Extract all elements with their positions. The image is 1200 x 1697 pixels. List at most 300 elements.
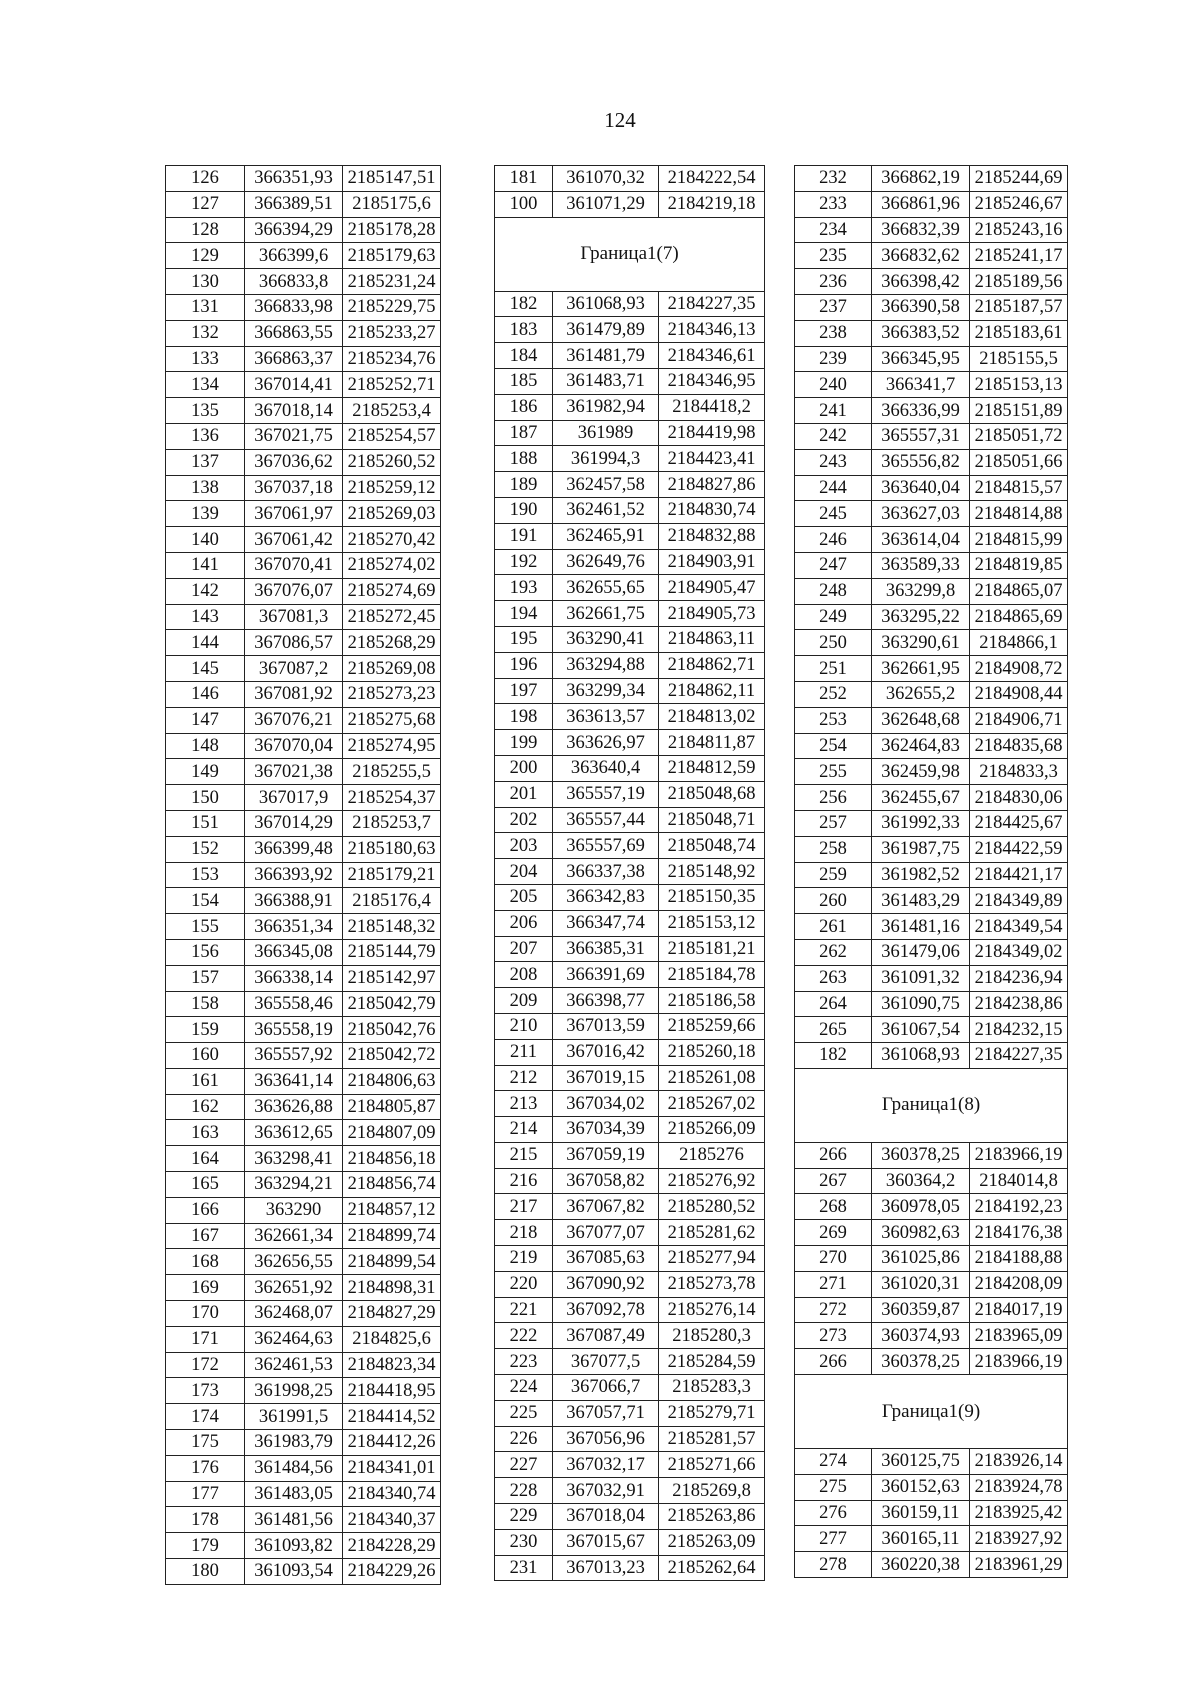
- table-row: [166, 372, 441, 398]
- point-number-cell: 246: [795, 527, 872, 553]
- x-coordinate-cell: 363294,21: [245, 1172, 343, 1198]
- section-heading-row: [495, 217, 765, 291]
- y-coordinate-cell: 2184832,88: [659, 523, 765, 549]
- x-coordinate-cell: 365557,92: [245, 1043, 343, 1069]
- point-number-cell: 191: [495, 523, 553, 549]
- y-coordinate-cell: 2184866,1: [970, 630, 1068, 656]
- x-coordinate-cell: 366863,37: [245, 346, 343, 372]
- x-coordinate-cell: 362648,68: [872, 707, 970, 733]
- table-row: [166, 1378, 441, 1404]
- x-coordinate-cell: 361481,56: [245, 1507, 343, 1533]
- point-number-cell: 135: [166, 398, 245, 424]
- table-row: [795, 914, 1068, 940]
- y-coordinate-cell: 2185042,76: [343, 1017, 441, 1043]
- point-number-cell: 206: [495, 910, 553, 936]
- point-number-cell: 200: [495, 755, 553, 781]
- y-coordinate-cell: 2184349,02: [970, 939, 1068, 965]
- point-number-cell: 127: [166, 191, 245, 217]
- y-coordinate-cell: 2185142,97: [343, 965, 441, 991]
- table-row: [166, 1068, 441, 1094]
- x-coordinate-cell: 360378,25: [872, 1142, 970, 1168]
- table-row: [495, 910, 765, 936]
- y-coordinate-cell: 2185284,59: [659, 1349, 765, 1375]
- table-row: [495, 575, 765, 601]
- x-coordinate-cell: 365558,19: [245, 1017, 343, 1043]
- x-coordinate-cell: 367087,49: [553, 1323, 659, 1349]
- x-coordinate-cell: 367077,07: [553, 1220, 659, 1246]
- table-row: [495, 652, 765, 678]
- x-coordinate-cell: 366832,39: [872, 217, 970, 243]
- x-coordinate-cell: 361994,3: [553, 446, 659, 472]
- y-coordinate-cell: 2185233,27: [343, 320, 441, 346]
- y-coordinate-cell: 2184227,35: [659, 291, 765, 317]
- table-row: [166, 914, 441, 940]
- table-row: [795, 836, 1068, 862]
- y-coordinate-cell: 2184833,3: [970, 759, 1068, 785]
- table-row: [166, 1481, 441, 1507]
- x-coordinate-cell: 367013,23: [553, 1555, 659, 1581]
- x-coordinate-cell: 365557,31: [872, 423, 970, 449]
- table-row: [166, 320, 441, 346]
- x-coordinate-cell: 362656,55: [245, 1249, 343, 1275]
- y-coordinate-cell: 2185147,51: [343, 166, 441, 192]
- table-row: [166, 578, 441, 604]
- y-coordinate-cell: 2184899,74: [343, 1223, 441, 1249]
- x-coordinate-cell: 360978,05: [872, 1194, 970, 1220]
- x-coordinate-cell: 362461,52: [553, 497, 659, 523]
- table-row: [795, 243, 1068, 269]
- table-row: [795, 166, 1068, 192]
- table-row: [795, 1349, 1068, 1375]
- table-row: [495, 317, 765, 343]
- x-coordinate-cell: 365556,82: [872, 449, 970, 475]
- y-coordinate-cell: 2183965,09: [970, 1323, 1068, 1349]
- point-number-cell: 228: [495, 1478, 553, 1504]
- point-number-cell: 179: [166, 1533, 245, 1559]
- y-coordinate-cell: 2184856,18: [343, 1146, 441, 1172]
- point-number-cell: 160: [166, 1043, 245, 1069]
- point-number-cell: 167: [166, 1223, 245, 1249]
- x-coordinate-cell: 367034,02: [553, 1091, 659, 1117]
- y-coordinate-cell: 2183927,92: [970, 1526, 1068, 1552]
- x-coordinate-cell: 363299,34: [553, 678, 659, 704]
- table-row: [166, 656, 441, 682]
- y-coordinate-cell: 2183924,78: [970, 1474, 1068, 1500]
- x-coordinate-cell: 367058,82: [553, 1168, 659, 1194]
- x-coordinate-cell: 367077,5: [553, 1349, 659, 1375]
- x-coordinate-cell: 362457,58: [553, 472, 659, 498]
- table-row: [495, 1220, 765, 1246]
- x-coordinate-cell: 363295,22: [872, 604, 970, 630]
- table-row: [166, 888, 441, 914]
- point-number-cell: 205: [495, 884, 553, 910]
- point-number-cell: 242: [795, 423, 872, 449]
- x-coordinate-cell: 361481,16: [872, 914, 970, 940]
- table-row: [495, 1039, 765, 1065]
- table-row: [166, 398, 441, 424]
- x-coordinate-cell: 362655,65: [553, 575, 659, 601]
- point-number-cell: 263: [795, 965, 872, 991]
- point-number-cell: 255: [795, 759, 872, 785]
- x-coordinate-cell: 361068,93: [872, 1043, 970, 1069]
- y-coordinate-cell: 2184905,73: [659, 601, 765, 627]
- x-coordinate-cell: 366398,77: [553, 988, 659, 1014]
- x-coordinate-cell: 367086,57: [245, 630, 343, 656]
- table-row: [795, 191, 1068, 217]
- table-row: [495, 678, 765, 704]
- point-number-cell: 265: [795, 1017, 872, 1043]
- table-row: [495, 497, 765, 523]
- x-coordinate-cell: 367021,75: [245, 423, 343, 449]
- x-coordinate-cell: 365557,44: [553, 807, 659, 833]
- point-number-cell: 239: [795, 346, 872, 372]
- point-number-cell: 147: [166, 707, 245, 733]
- section-heading: Граница1(9): [795, 1375, 1068, 1449]
- y-coordinate-cell: 2184341,01: [343, 1455, 441, 1481]
- x-coordinate-cell: 361090,75: [872, 991, 970, 1017]
- y-coordinate-cell: 2185153,13: [970, 372, 1068, 398]
- y-coordinate-cell: 2184423,41: [659, 446, 765, 472]
- x-coordinate-cell: 366337,38: [553, 859, 659, 885]
- y-coordinate-cell: 2185048,68: [659, 781, 765, 807]
- table-row: [795, 475, 1068, 501]
- y-coordinate-cell: 2184812,59: [659, 755, 765, 781]
- point-number-cell: 217: [495, 1194, 553, 1220]
- x-coordinate-cell: 363626,97: [553, 730, 659, 756]
- y-coordinate-cell: 2184425,67: [970, 810, 1068, 836]
- table-row: [795, 217, 1068, 243]
- y-coordinate-cell: 2184227,35: [970, 1043, 1068, 1069]
- x-coordinate-cell: 367076,21: [245, 707, 343, 733]
- y-coordinate-cell: 2184815,57: [970, 475, 1068, 501]
- coordinates-table-2: [494, 165, 765, 1581]
- point-number-cell: 259: [795, 862, 872, 888]
- x-coordinate-cell: 366833,98: [245, 294, 343, 320]
- table-row: [495, 291, 765, 317]
- x-coordinate-cell: 360364,2: [872, 1168, 970, 1194]
- point-number-cell: 232: [795, 166, 872, 192]
- x-coordinate-cell: 366351,93: [245, 166, 343, 192]
- y-coordinate-cell: 2184835,68: [970, 733, 1068, 759]
- y-coordinate-cell: 2185254,37: [343, 785, 441, 811]
- y-coordinate-cell: 2185155,5: [970, 346, 1068, 372]
- y-coordinate-cell: 2184346,61: [659, 343, 765, 369]
- point-number-cell: 218: [495, 1220, 553, 1246]
- table-row: [495, 1142, 765, 1168]
- y-coordinate-cell: 2185144,79: [343, 939, 441, 965]
- point-number-cell: 185: [495, 368, 553, 394]
- table-row: [495, 1529, 765, 1555]
- x-coordinate-cell: 367014,29: [245, 810, 343, 836]
- point-number-cell: 277: [795, 1526, 872, 1552]
- y-coordinate-cell: 2185281,62: [659, 1220, 765, 1246]
- y-coordinate-cell: 2185268,29: [343, 630, 441, 656]
- y-coordinate-cell: 2185266,09: [659, 1117, 765, 1143]
- y-coordinate-cell: 2184830,06: [970, 785, 1068, 811]
- point-number-cell: 142: [166, 578, 245, 604]
- y-coordinate-cell: 2184806,63: [343, 1068, 441, 1094]
- table-row: [795, 1271, 1068, 1297]
- y-coordinate-cell: 2183926,14: [970, 1449, 1068, 1475]
- y-coordinate-cell: 2185259,12: [343, 475, 441, 501]
- x-coordinate-cell: 361025,86: [872, 1246, 970, 1272]
- y-coordinate-cell: 2185253,7: [343, 810, 441, 836]
- point-number-cell: 161: [166, 1068, 245, 1094]
- y-coordinate-cell: 2185263,86: [659, 1504, 765, 1530]
- x-coordinate-cell: 367085,63: [553, 1246, 659, 1272]
- table-row: [495, 1246, 765, 1272]
- y-coordinate-cell: 2185042,72: [343, 1043, 441, 1069]
- x-coordinate-cell: 363290: [245, 1197, 343, 1223]
- x-coordinate-cell: 367081,3: [245, 604, 343, 630]
- point-number-cell: 266: [795, 1349, 872, 1375]
- table-row: [795, 320, 1068, 346]
- table-row: [166, 939, 441, 965]
- x-coordinate-cell: 366388,91: [245, 888, 343, 914]
- table-row: [795, 1474, 1068, 1500]
- x-coordinate-cell: 361481,79: [553, 343, 659, 369]
- table-row: [795, 423, 1068, 449]
- y-coordinate-cell: 2184349,89: [970, 888, 1068, 914]
- y-coordinate-cell: 2184419,98: [659, 420, 765, 446]
- point-number-cell: 209: [495, 988, 553, 1014]
- page-number: 124: [604, 108, 636, 132]
- point-number-cell: 275: [795, 1474, 872, 1500]
- table-row: [495, 523, 765, 549]
- point-number-cell: 133: [166, 346, 245, 372]
- point-number-cell: 129: [166, 243, 245, 269]
- x-coordinate-cell: 366347,74: [553, 910, 659, 936]
- y-coordinate-cell: 2185179,21: [343, 862, 441, 888]
- x-coordinate-cell: 361483,71: [553, 368, 659, 394]
- x-coordinate-cell: 362461,53: [245, 1352, 343, 1378]
- point-number-cell: 162: [166, 1094, 245, 1120]
- y-coordinate-cell: 2185048,71: [659, 807, 765, 833]
- y-coordinate-cell: 2185283,3: [659, 1375, 765, 1401]
- x-coordinate-cell: 361483,29: [872, 888, 970, 914]
- table-row: [795, 965, 1068, 991]
- y-coordinate-cell: 2185262,64: [659, 1555, 765, 1581]
- y-coordinate-cell: 2184222,54: [659, 166, 765, 192]
- table-row: [795, 578, 1068, 604]
- point-number-cell: 240: [795, 372, 872, 398]
- point-number-cell: 229: [495, 1504, 553, 1530]
- point-number-cell: 213: [495, 1091, 553, 1117]
- point-number-cell: 254: [795, 733, 872, 759]
- x-coordinate-cell: 361067,54: [872, 1017, 970, 1043]
- y-coordinate-cell: 2185259,66: [659, 1013, 765, 1039]
- table-row: [166, 1326, 441, 1352]
- point-number-cell: 227: [495, 1452, 553, 1478]
- point-number-cell: 194: [495, 601, 553, 627]
- x-coordinate-cell: 365558,46: [245, 991, 343, 1017]
- coordinates-table-1: [165, 165, 441, 1585]
- table-row: [495, 781, 765, 807]
- x-coordinate-cell: 367016,42: [553, 1039, 659, 1065]
- point-number-cell: 207: [495, 936, 553, 962]
- y-coordinate-cell: 2184805,87: [343, 1094, 441, 1120]
- table-row: [166, 1507, 441, 1533]
- y-coordinate-cell: 2185180,63: [343, 836, 441, 862]
- table-row: [166, 785, 441, 811]
- table-row: [166, 527, 441, 553]
- point-number-cell: 231: [495, 1555, 553, 1581]
- y-coordinate-cell: 2184813,02: [659, 704, 765, 730]
- point-number-cell: 143: [166, 604, 245, 630]
- point-number-cell: 183: [495, 317, 553, 343]
- x-coordinate-cell: 360159,11: [872, 1500, 970, 1526]
- y-coordinate-cell: 2184819,85: [970, 552, 1068, 578]
- y-coordinate-cell: 2185280,52: [659, 1194, 765, 1220]
- y-coordinate-cell: 2184229,26: [343, 1559, 441, 1585]
- y-coordinate-cell: 2185181,21: [659, 936, 765, 962]
- y-coordinate-cell: 2185042,79: [343, 991, 441, 1017]
- point-number-cell: 128: [166, 217, 245, 243]
- point-number-cell: 216: [495, 1168, 553, 1194]
- table-row: [795, 1297, 1068, 1323]
- y-coordinate-cell: 2185267,02: [659, 1091, 765, 1117]
- point-number-cell: 245: [795, 501, 872, 527]
- point-number-cell: 210: [495, 1013, 553, 1039]
- y-coordinate-cell: 2185281,57: [659, 1426, 765, 1452]
- table-row: [495, 472, 765, 498]
- point-number-cell: 153: [166, 862, 245, 888]
- y-coordinate-cell: 2185274,69: [343, 578, 441, 604]
- table-row: [795, 449, 1068, 475]
- table-row: [795, 1323, 1068, 1349]
- x-coordinate-cell: 365557,69: [553, 833, 659, 859]
- point-number-cell: 150: [166, 785, 245, 811]
- table-row: [795, 501, 1068, 527]
- table-row: [495, 859, 765, 885]
- x-coordinate-cell: 367032,91: [553, 1478, 659, 1504]
- x-coordinate-cell: 367070,04: [245, 733, 343, 759]
- x-coordinate-cell: 367057,71: [553, 1400, 659, 1426]
- x-coordinate-cell: 367061,97: [245, 501, 343, 527]
- x-coordinate-cell: 362649,76: [553, 549, 659, 575]
- table-row: [166, 166, 441, 192]
- y-coordinate-cell: 2185277,94: [659, 1246, 765, 1272]
- y-coordinate-cell: 2184827,86: [659, 472, 765, 498]
- point-number-cell: 154: [166, 888, 245, 914]
- y-coordinate-cell: 2183966,19: [970, 1142, 1068, 1168]
- y-coordinate-cell: 2185241,17: [970, 243, 1068, 269]
- x-coordinate-cell: 360378,25: [872, 1349, 970, 1375]
- table-row: [495, 394, 765, 420]
- x-coordinate-cell: 361983,79: [245, 1430, 343, 1456]
- point-number-cell: 196: [495, 652, 553, 678]
- y-coordinate-cell: 2185048,74: [659, 833, 765, 859]
- point-number-cell: 253: [795, 707, 872, 733]
- table-row: [795, 759, 1068, 785]
- x-coordinate-cell: 366398,42: [872, 269, 970, 295]
- y-coordinate-cell: 2184232,15: [970, 1017, 1068, 1043]
- point-number-cell: 250: [795, 630, 872, 656]
- x-coordinate-cell: 362455,67: [872, 785, 970, 811]
- y-coordinate-cell: 2185234,76: [343, 346, 441, 372]
- table-row: [495, 1013, 765, 1039]
- table-row: [795, 1168, 1068, 1194]
- y-coordinate-cell: 2185260,52: [343, 449, 441, 475]
- table-row: [166, 294, 441, 320]
- table-row: [166, 1146, 441, 1172]
- table-row: [795, 1043, 1068, 1069]
- x-coordinate-cell: 367034,39: [553, 1117, 659, 1143]
- y-coordinate-cell: 2185280,3: [659, 1323, 765, 1349]
- table-row: [795, 681, 1068, 707]
- y-coordinate-cell: 2184865,69: [970, 604, 1068, 630]
- y-coordinate-cell: 2185175,6: [343, 191, 441, 217]
- point-number-cell: 130: [166, 269, 245, 295]
- table-row: [166, 552, 441, 578]
- table-row: [166, 269, 441, 295]
- y-coordinate-cell: 2184414,52: [343, 1404, 441, 1430]
- x-coordinate-cell: 363626,88: [245, 1094, 343, 1120]
- point-number-cell: 256: [795, 785, 872, 811]
- table-row: [795, 604, 1068, 630]
- y-coordinate-cell: 2184825,6: [343, 1326, 441, 1352]
- point-number-cell: 234: [795, 217, 872, 243]
- table-row: [495, 601, 765, 627]
- x-coordinate-cell: 363640,4: [553, 755, 659, 781]
- y-coordinate-cell: 2185270,42: [343, 527, 441, 553]
- y-coordinate-cell: 2185148,92: [659, 859, 765, 885]
- x-coordinate-cell: 361479,89: [553, 317, 659, 343]
- point-number-cell: 155: [166, 914, 245, 940]
- point-number-cell: 164: [166, 1146, 245, 1172]
- point-number-cell: 204: [495, 859, 553, 885]
- point-number-cell: 100: [495, 191, 553, 217]
- point-number-cell: 203: [495, 833, 553, 859]
- x-coordinate-cell: 361093,54: [245, 1559, 343, 1585]
- y-coordinate-cell: 2184814,88: [970, 501, 1068, 527]
- table-row: [495, 626, 765, 652]
- x-coordinate-cell: 366351,34: [245, 914, 343, 940]
- x-coordinate-cell: 360220,38: [872, 1552, 970, 1578]
- x-coordinate-cell: 366832,62: [872, 243, 970, 269]
- x-coordinate-cell: 367032,17: [553, 1452, 659, 1478]
- y-coordinate-cell: 2185179,63: [343, 243, 441, 269]
- table-row: [495, 1426, 765, 1452]
- x-coordinate-cell: 367014,41: [245, 372, 343, 398]
- table-row: [795, 862, 1068, 888]
- table-row: [795, 1552, 1068, 1578]
- table-row: [495, 1349, 765, 1375]
- x-coordinate-cell: 366389,51: [245, 191, 343, 217]
- x-coordinate-cell: 367018,04: [553, 1504, 659, 1530]
- point-number-cell: 166: [166, 1197, 245, 1223]
- point-number-cell: 180: [166, 1559, 245, 1585]
- table-row: [495, 420, 765, 446]
- point-number-cell: 273: [795, 1323, 872, 1349]
- table-row: [166, 1533, 441, 1559]
- y-coordinate-cell: 2185272,45: [343, 604, 441, 630]
- y-coordinate-cell: 2184899,54: [343, 1249, 441, 1275]
- point-number-cell: 260: [795, 888, 872, 914]
- point-number-cell: 244: [795, 475, 872, 501]
- point-number-cell: 237: [795, 294, 872, 320]
- x-coordinate-cell: 360152,63: [872, 1474, 970, 1500]
- point-number-cell: 159: [166, 1017, 245, 1043]
- x-coordinate-cell: 367092,78: [553, 1297, 659, 1323]
- table-row: [166, 217, 441, 243]
- table-row: [166, 1275, 441, 1301]
- x-coordinate-cell: 366393,92: [245, 862, 343, 888]
- point-number-cell: 195: [495, 626, 553, 652]
- x-coordinate-cell: 367087,2: [245, 656, 343, 682]
- point-number-cell: 141: [166, 552, 245, 578]
- y-coordinate-cell: 2184862,71: [659, 652, 765, 678]
